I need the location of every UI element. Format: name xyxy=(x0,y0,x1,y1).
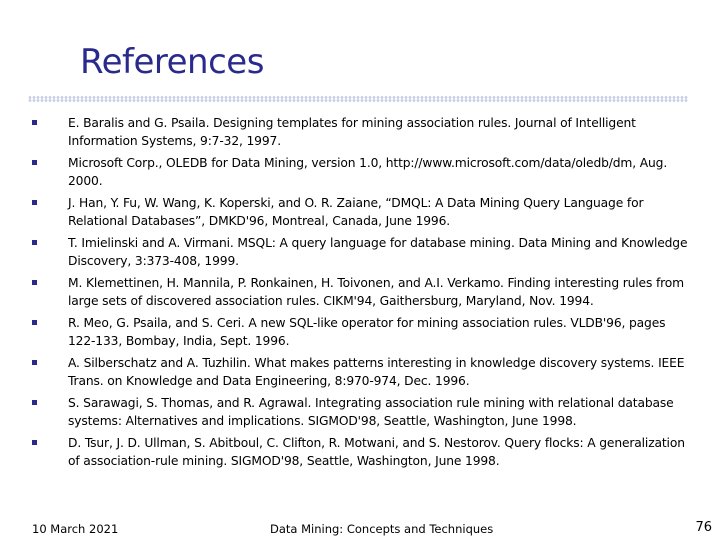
square-bullet-icon xyxy=(32,280,37,285)
square-bullet-icon xyxy=(32,120,37,125)
slide-title: References xyxy=(80,42,264,82)
square-bullet-icon xyxy=(32,440,37,445)
reference-text: D. Tsur, J. D. Ullman, S. Abitboul, C. Clifton, R. Motwani, and S. Nestorov. Query flocks: A generalization of association-rule mining. SIGMOD'98, Seattle, Washington, June 1998. xyxy=(68,436,685,468)
square-bullet-icon xyxy=(32,320,37,325)
reference-item xyxy=(30,314,690,350)
reference-text: A. Silberschatz and A. Tuzhilin. What makes patterns interesting in knowledge discovery systems. IEEE Trans. on Knowledge and Data Engineering, 8:970-974, Dec. 1996. xyxy=(68,356,685,388)
reference-text: S. Sarawagi, S. Thomas, and R. Agrawal. Integrating association rule mining with relational database systems: Alternatives and implications. SIGMOD'98, Seattle, Washington, June 1998. xyxy=(68,396,674,428)
reference-text: M. Klemettinen, H. Mannila, P. Ronkainen, H. Toivonen, and A.I. Verkamo. Finding interesting rules from large sets of discovered association rules. CIKM'94, Gaithersburg, Maryland, Nov. 1994. xyxy=(68,276,684,308)
reference-list xyxy=(30,114,690,474)
title-divider xyxy=(28,96,688,102)
reference-text: E. Baralis and G. Psaila. Designing templates for mining association rules. Journal of Intelligent Information Systems, 9:7-32, 1997. xyxy=(68,116,636,148)
reference-text: T. Imielinski and A. Virmani. MSQL: A query language for database mining. Data Mining and Knowledge Discovery, 3:373-408, 1999. xyxy=(68,236,688,268)
square-bullet-icon xyxy=(32,400,37,405)
reference-text: J. Han, Y. Fu, W. Wang, K. Koperski, and O. R. Zaiane, “DMQL: A Data Mining Query Language for Relational Databases”, DMKD'96, Montreal, Canada, June 1996. xyxy=(68,196,644,228)
page-number: 76 xyxy=(695,520,712,535)
reference-item xyxy=(30,154,690,190)
reference-item xyxy=(30,194,690,230)
reference-item xyxy=(30,114,690,150)
reference-item xyxy=(30,434,690,470)
square-bullet-icon xyxy=(32,240,37,245)
reference-item xyxy=(30,354,690,390)
reference-text: Microsoft Corp., OLEDB for Data Mining, version 1.0, http://www.microsoft.com/data/oledb/dm, Aug. 2000. xyxy=(68,156,668,188)
reference-item xyxy=(30,274,690,310)
square-bullet-icon xyxy=(32,200,37,205)
footer-course-title: Data Mining: Concepts and Techniques xyxy=(270,522,494,536)
reference-item xyxy=(30,394,690,430)
reference-text: R. Meo, G. Psaila, and S. Ceri. A new SQL-like operator for mining association rules. VLDB'96, pages 122-133, Bombay, India, Sept. 1996. xyxy=(68,316,666,348)
square-bullet-icon xyxy=(32,360,37,365)
footer-date: 10 March 2021 xyxy=(32,522,119,536)
reference-item xyxy=(30,234,690,270)
square-bullet-icon xyxy=(32,160,37,165)
